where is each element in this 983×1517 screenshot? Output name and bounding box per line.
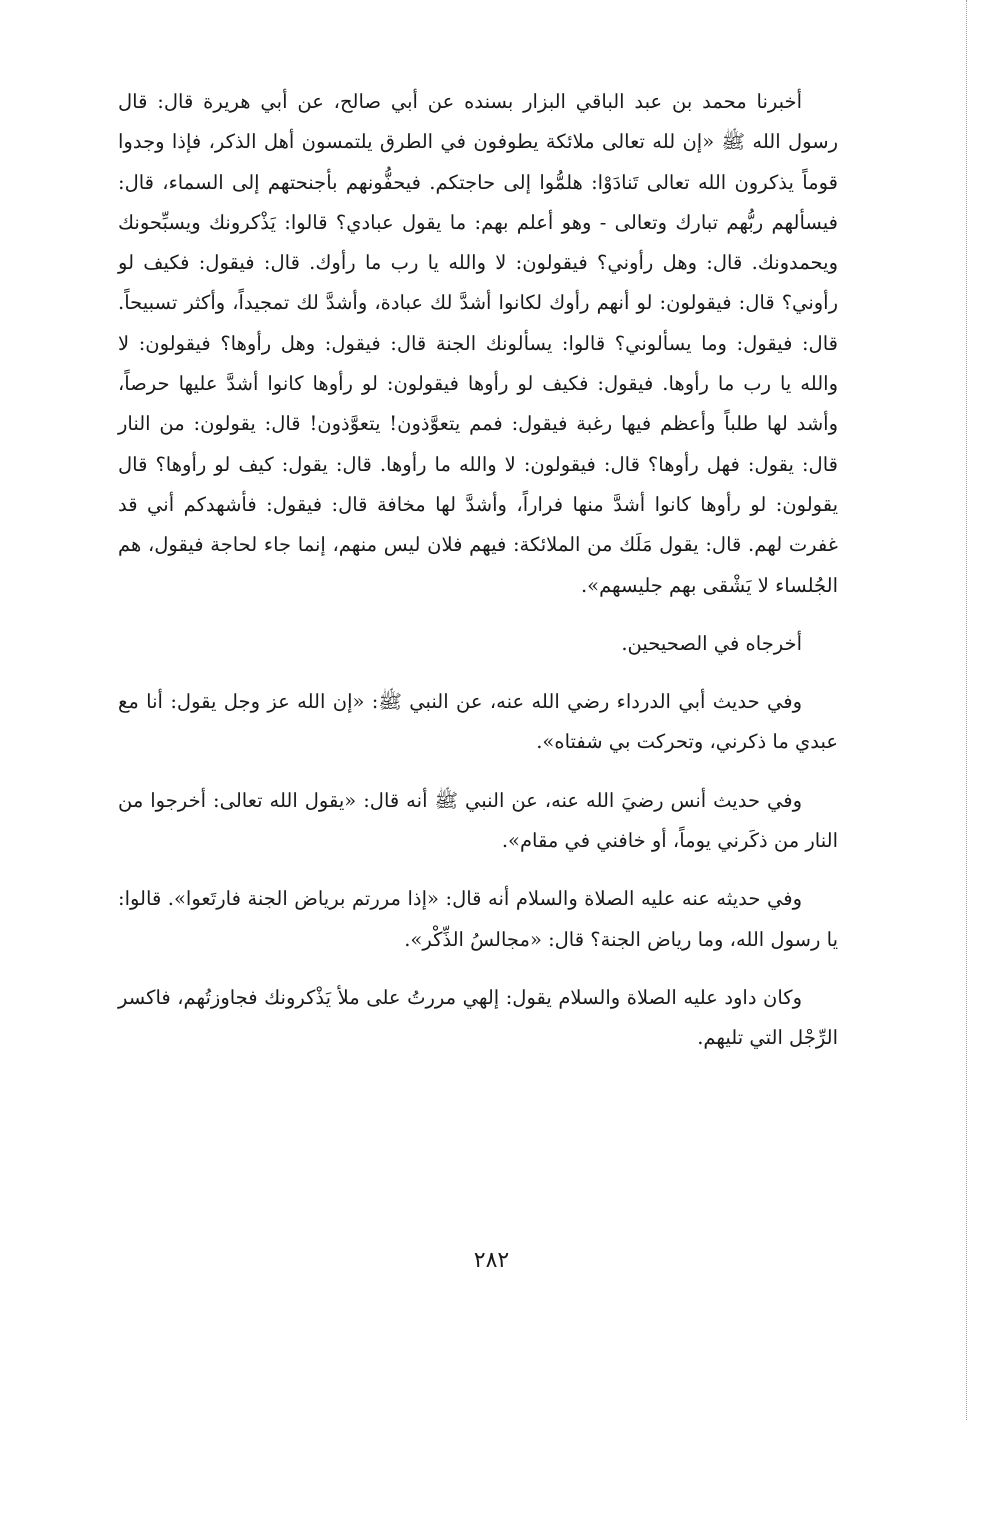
- paragraph-sahihain: أخرجاه في الصحيحين.: [621, 631, 802, 655]
- paragraph-anas: وفي حديث أنس رضيَ الله عنه، عن النبي ﷺ أنه قال: «يقول الله تعالى: أخرجوا من النار من ذكَرني يوماً، أو خافني في مقام».: [118, 788, 838, 853]
- paragraph-abu-darda: وفي حديث أبي الدرداء رضي الله عنه، عن النبي ﷺ: «إن الله عز وجل يقول: أنا مع عبدي ما ذكرني، وتحركت بي شفتاه».: [118, 690, 838, 754]
- page-number: ٢٨٢: [473, 1248, 510, 1273]
- binding-edge-dotted-line: [966, 0, 967, 1420]
- paragraph-dawud: وكان داود عليه الصلاة والسلام يقول: إلهي مررتُ على ملأ يَذْكرونك فجاوزتُهم، فاكسر الرِّجْل التي تليهم.: [118, 985, 838, 1050]
- paragraph-riyad-aljanna: وفي حديثه عنه عليه الصلاة والسلام أنه قال: «إذا مررتم برياض الجنة فارتَعوا». قالوا: يا رسول الله، وما رياض الجنة؟ قال: «مجالسُ الذِّكْر».: [118, 887, 838, 951]
- body-text: [118, 82, 838, 1059]
- paragraph-hadith-angels: أخبرنا محمد بن عبد الباقي البزار بسنده عن أبي صالح، عن أبي هريرة قال: قال رسول الله ﷺ «إن لله تعالى ملائكة يطوفون في الطرق يلتمسون أهل الذكر، فإذا وجدوا قوماً يذكرون الله تعالى تَنادَوْا: هلمُّوا إلى حاجتكم. فيحفُّونهم بأجنحتهم إلى السماء، قال: فيسألهم ربُّهم تبارك وتعالى - وهو أعلم بهم: ما يقول عبادي؟ قالوا: يَذْكرونك ويسبِّحونك ويحمدونك. قال: وهل رأوني؟ فيقولون: لا والله يا رب ما رأوك. قال: فيقول: فكيف لو رأوني؟ قال: فيقولون: لو أنهم رأوك لكانوا أشدَّ لك عبادة، وأشدَّ لك تمجيداً، وأكثر تسبيحاً. قال: فيقول: وما يسألوني؟ قالوا: يسألونك الجنة قال: فيقول: وهل رأوها؟ فيقولون: لا والله يا رب ما رأوها. فيقول: فكيف لو رأوها فيقولون: لو رأوها كانوا أشدَّ عليها حرصاً، وأشد لها طلباً وأعظم فيها رغبة فيقول: فمم يتعوَّذون! يتعوَّذون! قال: يقولون: من النار قال: يقول: فهل رأوها؟ قال: فيقولون: لا والله ما رأوها. قال: يقول: كيف لو رأوها؟ قال يقولون: لو رأوها كانوا أشدَّ منها فراراً، وأشدَّ لها مخافة قال: فيقول: فأشهدكم أني قد غفرت لهم. قال: يقول مَلَك من الملائكة: فيهم فلان ليس منهم، إنما جاء لحاجة فيقول، هم الجُلساء لا يَشْقى بهم جليسهم».: [118, 90, 838, 597]
